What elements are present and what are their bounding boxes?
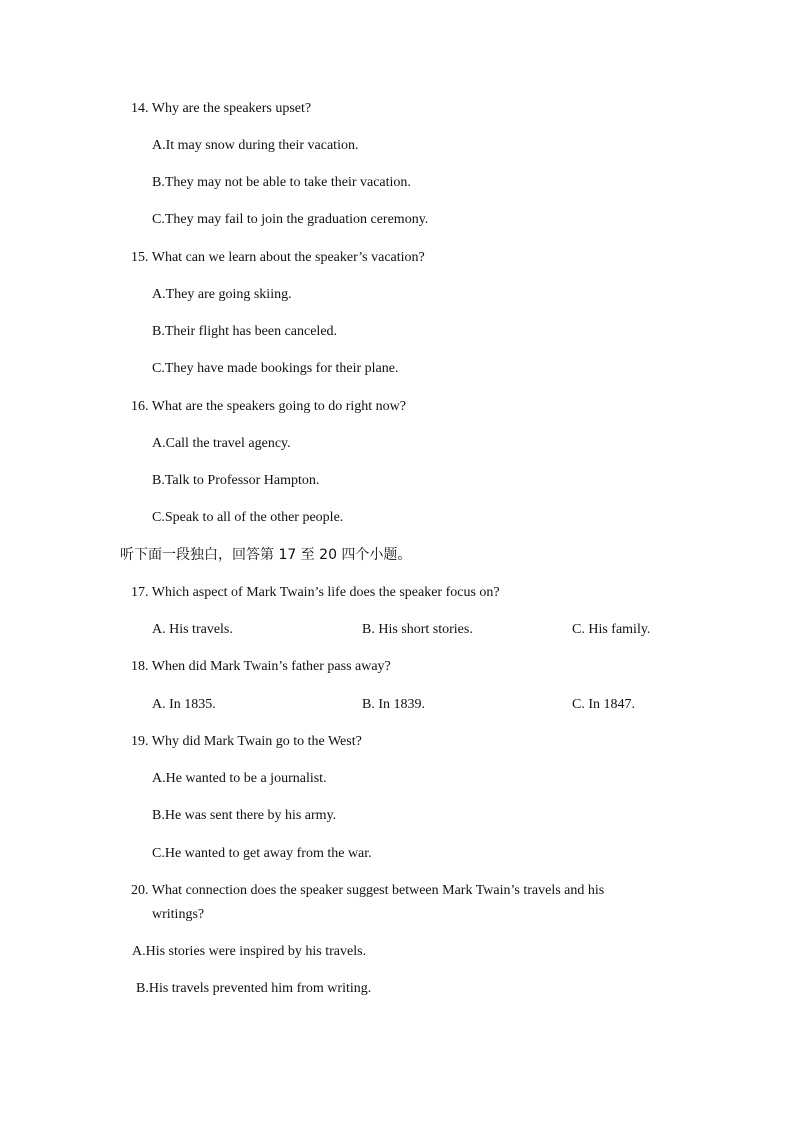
question-20: 20. What connection does the speaker suggest between Mark Twain’s travels and his [131,883,605,898]
q17-option-a: A. His travels. [152,622,233,637]
q17-option-c: C. His family. [572,622,651,637]
q20-option-a: A.His stories were inspired by his travels. [132,944,367,959]
q15-option-b: B.Their flight has been canceled. [152,324,338,339]
q16-option-a: A.Call the travel agency. [152,436,291,451]
q19-option-b: B.He was sent there by his army. [152,808,337,823]
q14-option-a: A.It may snow during their vacation. [152,138,359,153]
q15-option-c: C.They have made bookings for their plane. [152,361,399,376]
q19-option-c: C.He wanted to get away from the war. [152,846,372,861]
q18-option-c: C. In 1847. [572,697,635,712]
q16-option-c: C.Speak to all of the other people. [152,510,344,525]
q19-option-a: A.He wanted to be a journalist. [152,771,327,786]
section-heading: 听下面一段独白，回答第 17 至 20 四个小题。 [120,547,412,563]
q18-option-a: A. In 1835. [152,697,216,712]
question-14: 14. Why are the speakers upset? [131,101,312,116]
question-15: 15. What can we learn about the speaker’s vacation? [131,250,425,265]
question-17: 17. Which aspect of Mark Twain’s life does the speaker focus on? [131,585,500,600]
q18-option-b: B. In 1839. [362,697,425,712]
q14-option-b: B.They may not be able to take their vacation. [152,175,411,190]
question-18: 18. When did Mark Twain’s father pass away? [131,659,391,674]
question-16: 16. What are the speakers going to do right now? [131,399,407,414]
q20-option-b: B.His travels prevented him from writing. [136,981,372,996]
q15-option-a: A.They are going skiing. [152,287,292,302]
question-19: 19. Why did Mark Twain go to the West? [131,734,362,749]
q17-option-b: B. His short stories. [362,622,473,637]
q14-option-c: C.They may fail to join the graduation ceremony. [152,212,429,227]
q16-option-b: B.Talk to Professor Hampton. [152,473,320,488]
question-20-continued: writings? [152,907,205,922]
